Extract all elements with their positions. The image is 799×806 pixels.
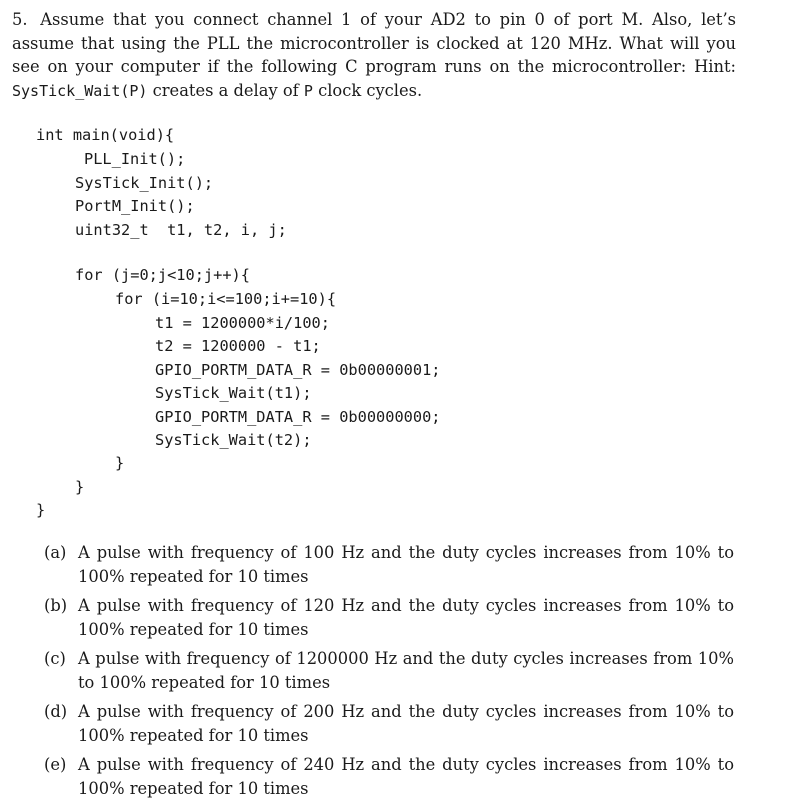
option-label: (a) [44,543,67,562]
code-line: int main(void){ [36,126,175,144]
question-body-part1: Assume that you connect channel 1 of your AD2 to pin 0 of port M. Also, let’s assume that using the PLL the microcontroller is clocked at 120 MHz. What will you see on your computer if the following C program runs on the microcontroller: Hint: [12,10,736,76]
code-line: GPIO_PORTM_DATA_R = 0b00000000; [155,408,441,426]
code-line: SysTick_Init(); [75,174,214,192]
option-text: A pulse with frequency of 100 Hz and the duty cycles increases from 10% to 100% repeated for 10 times [78,543,734,586]
option-a [44,541,734,588]
option-text: A pulse with frequency of 240 Hz and the duty cycles increases from 10% to 100% repeated for 10 times [78,755,734,798]
question-text [12,8,736,103]
code-line: for (j=0;j<10;j++){ [75,266,250,284]
code-line: SysTick_Wait(t2); [155,431,312,449]
option-c [44,647,734,694]
question-body-part3: clock cycles. [318,80,423,100]
option-label: (e) [44,755,67,774]
option-e [44,753,734,800]
option-text: A pulse with frequency of 200 Hz and the duty cycles increases from 10% to 100% repeated for 10 times [78,702,734,745]
question-body-part2: creates a delay of [152,80,299,100]
code-line: uint32_t t1, t2, i, j; [75,221,287,239]
option-d [44,700,734,747]
option-label: (b) [44,596,68,615]
code-line: PortM_Init(); [75,197,195,215]
code-line: GPIO_PORTM_DATA_R = 0b00000001; [155,361,441,379]
option-b [44,594,734,641]
code-line: PLL_Init(); [84,150,186,168]
option-text: A pulse with frequency of 120 Hz and the duty cycles increases from 10% to 100% repeated for 10 times [78,596,734,639]
hint-variable: P [303,81,313,100]
option-label: (d) [44,702,68,721]
code-line: SysTick_Wait(t1); [155,384,312,402]
code-line: } [75,478,85,496]
answer-options [44,541,734,806]
code-line: } [115,454,125,472]
option-text: A pulse with frequency of 1200000 Hz and the duty cycles increases from 10% to 100% repeated for 10 times [78,649,734,692]
option-label: (c) [44,649,66,668]
code-line: t2 = 1200000 - t1; [155,337,321,355]
question-number: 5. [12,10,28,29]
hint-code: SysTick_Wait(P) [12,81,148,100]
code-line: } [36,501,46,519]
code-line: for (i=10;i<=100;i+=10){ [115,290,337,308]
code-line: t1 = 1200000*i/100; [155,314,330,332]
